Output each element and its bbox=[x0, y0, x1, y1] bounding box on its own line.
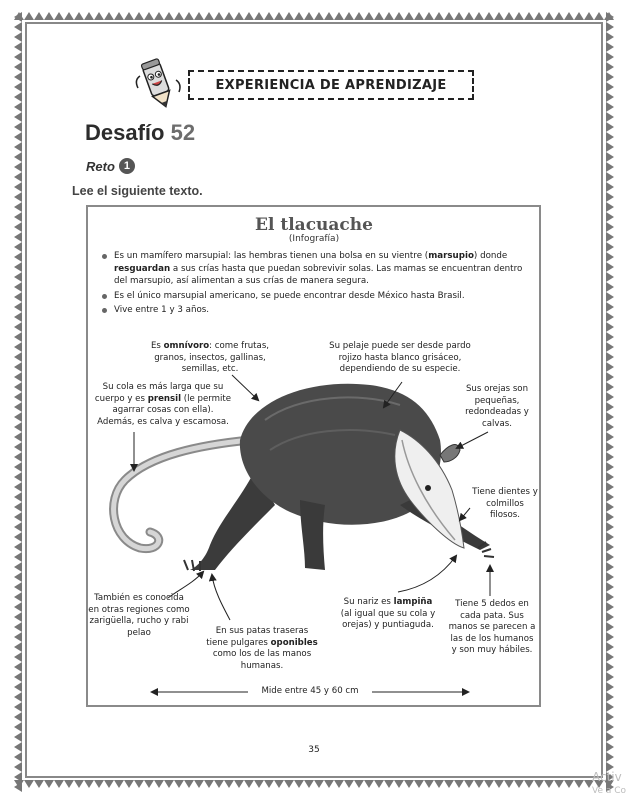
infographic-title: El tlacuache bbox=[255, 215, 373, 235]
nose-note: Su nariz es lampiña (al igual que su cola y orejas) y puntiaguda. bbox=[340, 597, 436, 630]
fact-item: Vive entre 1 y 3 años. bbox=[100, 304, 530, 317]
reto-text: Reto bbox=[86, 158, 115, 174]
fact-item: Es un mamífero marsupial: las hembras tienen una bolsa en su vientre (marsupio) donde resguardan a sus crías hasta que puedan sobrevivir solas. Las mamas se encuentran dentro del marsupio, así alimentan a sus crías de manera segura. bbox=[100, 250, 530, 288]
pencil-mascot-icon bbox=[132, 58, 184, 112]
watermark-line-1: Activ bbox=[592, 770, 622, 784]
other-names-note: También es conocida en otras regiones como zarigüella, rucho y rabi pelao bbox=[88, 593, 190, 638]
tail-note: Su cola es más larga que su cuerpo y es prensil (le permite agarrar cosas con ella). Además, es calva y escamosa. bbox=[94, 382, 232, 427]
page-number: 35 bbox=[308, 745, 320, 755]
activation-watermark bbox=[592, 770, 626, 798]
reto-number: 1 bbox=[119, 158, 135, 174]
title-word: Desafío bbox=[85, 120, 165, 145]
watermark-line-2: Ve a Co bbox=[592, 786, 627, 796]
infographic-subtitle: (Infografía) bbox=[288, 234, 340, 244]
fact-item: Es el único marsupial americano, se puede encontrar desde México hasta Brasil. bbox=[100, 290, 530, 303]
banner-text: EXPERIENCIA DE APRENDIZAJE bbox=[215, 77, 447, 93]
page-title bbox=[85, 120, 195, 146]
fingers-note: Tiene 5 dedos en cada pata. Sus manos se parecen a las de los humanos y son muy hábiles. bbox=[448, 599, 536, 655]
ears-note: Sus orejas son pequeñas, redondeadas y calvas. bbox=[465, 384, 529, 429]
size-note: Mide entre 45 y 60 cm bbox=[261, 686, 359, 696]
instruction-text: Lee el siguiente texto. bbox=[72, 184, 203, 198]
teeth-note: Tiene dientes y colmillos filosos. bbox=[472, 487, 538, 520]
fur-note: Su pelaje puede ser desde pardo rojizo hasta blanco grisáceo, dependiendo de su especie. bbox=[329, 341, 471, 374]
reto-label bbox=[86, 158, 135, 174]
omnivore-note: Es omnívoro: come frutas, granos, insectos, gallinas, semillas, etc. bbox=[150, 341, 270, 374]
title-number: 52 bbox=[170, 120, 196, 145]
hind-feet-note: En sus patas traseras tiene pulgares oponibles como los de las manos humanas. bbox=[206, 626, 318, 671]
experience-banner bbox=[188, 70, 474, 100]
